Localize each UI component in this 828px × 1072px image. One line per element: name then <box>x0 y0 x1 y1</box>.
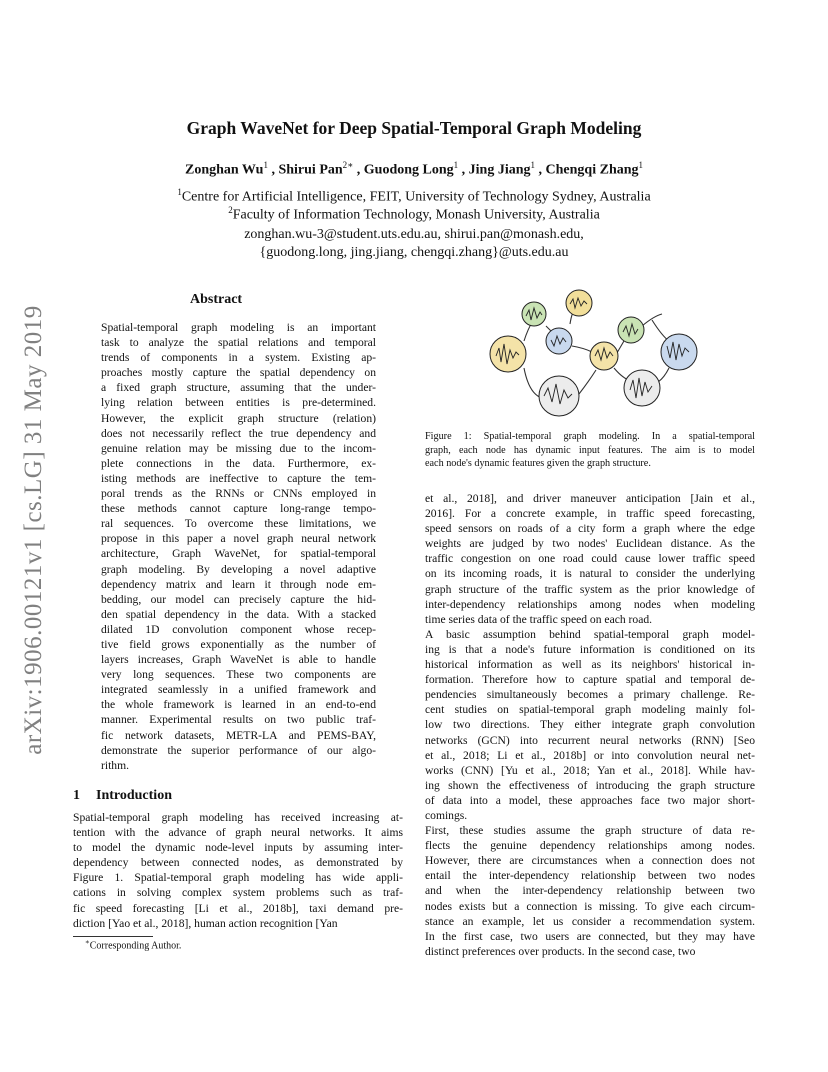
graph-node <box>566 290 592 316</box>
abstract-line: architecture, Graph WaveNet, for spatial-temporal <box>101 547 376 561</box>
body-text-line: pendencies simultaneously becomes a primary challenge. Re- <box>425 688 755 702</box>
paper-title: Graph WaveNet for Deep Spatial-Temporal Graph Modeling <box>186 118 642 138</box>
abstract-line: integrated seamlessly in a unified framework and <box>101 683 376 697</box>
introduction-line: diction [Yao et al., 2018], human action recognition [Yan <box>73 916 338 930</box>
body-text-line: time series data of the traffic speed on each road. <box>425 612 653 626</box>
right-column-body <box>425 491 755 959</box>
body-text-line: A basic assumption behind spatial-temporal graph model- <box>425 627 755 641</box>
body-text-line: cent studies on spatial-temporal graph modeling mainly fol- <box>425 703 755 717</box>
abstract-line: ral sequences. To overcome these limitations, we <box>101 517 376 531</box>
body-text-line: First, these studies assume the graph structure of data re- <box>425 824 755 838</box>
author-affiliation-marker: 1 <box>638 160 644 170</box>
caption-line: each node's dynamic features given the graph structure. <box>425 458 651 470</box>
abstract-line: genuine relation may be missing due to the incom- <box>101 441 376 455</box>
author-name: Jing Jiang <box>468 162 531 178</box>
email-line-2: {guodong.long, jing.jiang, chengqi.zhang}@uts.edu.au <box>259 245 569 260</box>
email-line-1: zonghan.wu-3@student.uts.edu.au, shirui.pan@monash.edu, <box>244 227 584 242</box>
graph-node <box>590 342 618 370</box>
body-text-line: of data into a model, these approaches face two major short- <box>425 793 755 807</box>
body-text-line: comings. <box>425 808 468 822</box>
abstract-line: plete connections in the data. Furthermore, ex- <box>101 456 376 470</box>
abstract-line: poral trends as the RNNs or CNNs employed in <box>101 487 376 501</box>
author-name: Zonghan Wu <box>184 162 264 178</box>
body-text-line: 2016]. For a concrete example, in traffic speed forecasting, <box>425 507 755 521</box>
body-text-line: and when the inter-dependency relationship between two <box>425 884 755 898</box>
abstract-line: proaches mostly capture the spatial dependency on <box>101 366 376 380</box>
body-text-line: ing is that a node's future information is conditioned on its <box>425 642 755 656</box>
body-text-line: ing shown the effectiveness of introducing the graph structure <box>425 778 755 792</box>
body-text-line: speed sensors on roads of a city form a graph where the edge <box>425 522 755 536</box>
body-text-line: traffic congestion on one road could cause lower traffic speed <box>425 552 755 566</box>
abstract-line: the whole framework is learned in an end-to-end <box>101 698 376 712</box>
introduction-line: dependency between connected nodes, as demonstrated by <box>73 856 403 870</box>
abstract-line: propose in this paper a novel graph neural network <box>101 532 376 546</box>
body-text-line: on its incoming roads, it is natural to consider the underlying <box>425 567 755 581</box>
affiliation-marker: 2 <box>228 205 233 215</box>
body-text-line: low two directions. They either integrate graph convolution <box>425 718 755 732</box>
author-affiliation-marker: 1 <box>530 160 536 170</box>
abstract-line: lying relation between entities is pre-determined. <box>101 396 376 410</box>
introduction-line: tention with the advance of graph neural networks. It aims <box>73 826 403 840</box>
graph-node <box>522 302 546 326</box>
footnote-text: Corresponding Author. <box>89 940 182 952</box>
abstract-line: these methods cannot capture long-range tempo- <box>101 502 376 516</box>
author-name: Chengqi Zhang <box>545 162 639 178</box>
body-text-line: graph structure of the traffic system as the prior knowledge of <box>425 582 755 596</box>
edge <box>658 368 669 382</box>
abstract-line: tive field grows exponentially as the number of <box>101 637 376 651</box>
abstract-line: rithm. <box>101 758 130 772</box>
footnote-rule <box>73 936 153 937</box>
arxiv-stamp <box>14 270 54 790</box>
footnote-marker: ∗ <box>85 938 90 946</box>
author-name: Shirui Pan <box>278 162 343 178</box>
body-text-line: historical information as well as its neighbors' historical in- <box>425 658 755 672</box>
abstract-line: does not necessarily reflect the true dependency and <box>101 426 376 440</box>
abstract-line: However, the explicit graph structure (relation) <box>101 411 376 425</box>
abstract-line: trends of components in a system. Existing ap- <box>101 351 376 365</box>
body-text-line: stance an example, let us consider a recommendation system. <box>425 914 755 928</box>
body-text-line: weights are judged by two nodes' Euclidean distance. As the <box>425 537 755 551</box>
abstract-body <box>101 320 376 773</box>
graph-node <box>661 334 697 370</box>
abstract-line: demonstrate the superior performance of our algo- <box>101 743 376 757</box>
edge <box>579 370 596 394</box>
graph-node <box>624 370 660 406</box>
affiliation-marker: 1 <box>177 187 182 197</box>
edge <box>572 346 592 352</box>
graph-node <box>539 376 579 416</box>
footnote <box>85 938 181 951</box>
body-text-line: networks (GCN) into recurrent neural networks (RNN) [Seo <box>425 733 755 747</box>
abstract-line: graph modeling. By developing a novel adaptive <box>101 562 376 576</box>
introduction-line: fic speed forecasting [Li et al., 2018b], taxi demand pre- <box>73 901 403 915</box>
abstract-line: manner. Experimental results on two public traf- <box>101 713 376 727</box>
section-heading-introduction <box>73 788 172 804</box>
body-text-line: nodes exists but a connection is missing. To give each circum- <box>425 899 755 913</box>
abstract-line: den spatial dependency in the data. With a stacked <box>101 607 376 621</box>
author-affiliation-marker: 2∗ <box>342 160 354 170</box>
body-text-line: inter-dependency relationships among nodes when modeling <box>425 597 755 611</box>
arxiv-identifier: arXiv:1906.00121v1 [cs.LG] 31 May 2019 <box>20 305 47 755</box>
body-text-line: distinct preferences over products. In the second case, two <box>425 944 696 958</box>
abstract-line: layers increases, Graph WaveNet is able to handle <box>101 653 376 667</box>
abstract-line: task to analyze the spatial relations and temporal <box>101 336 376 350</box>
abstract-line: bedding, our model can precisely capture the hid- <box>101 592 376 606</box>
introduction-body <box>73 810 403 931</box>
author-name: Guodong Long <box>363 162 454 178</box>
section-title: Introduction <box>96 788 172 803</box>
figure-1-graph-illustration <box>484 286 734 426</box>
body-text-line: flects the genuine dependency relationships among nodes. <box>425 839 755 853</box>
author-emails <box>0 226 828 262</box>
caption-line: Figure 1: Spatial-temporal graph modeling. In a spatial-temporal <box>425 431 755 442</box>
body-text-line: formation. Therefore how to capture spatial and temporal de- <box>425 673 755 687</box>
body-text-line: In the first case, two users are connected, but they may have <box>425 929 755 943</box>
introduction-line: cations in solving complex system problems such as traf- <box>73 886 403 900</box>
figure-1-caption <box>425 430 755 471</box>
caption-line: graph, each node has dynamic input features. The aim is to model <box>425 444 755 456</box>
body-text-line: However, there are circumstances when a connection does not <box>425 854 755 868</box>
abstract-line: Spatial-temporal graph modeling is an important <box>101 321 376 334</box>
graph-nodes <box>490 290 697 416</box>
body-text-line: et al., 2018], and driver maneuver anticipation [Jain et al., <box>425 492 755 505</box>
graph-node <box>618 317 644 343</box>
abstract-line: a fixed graph structure, assuming that the under- <box>101 381 376 395</box>
author-list: Zonghan Wu$^1$ , Shirui Pan$^{2∗}$ , Guodong Long$^1$ , Jing Jiang$^1$ , Chengqi Zhang$^1$ <box>184 160 644 178</box>
affiliation-2 <box>0 201 828 225</box>
affiliation-text: Faculty of Information Technology, Monash University, Australia <box>232 207 600 223</box>
body-text-line: et al., 2018; Li et al., 2018b] or into convolution neural net- <box>425 748 755 762</box>
graph-node <box>490 336 526 372</box>
abstract-line: very long sequences. These two components are <box>101 668 376 682</box>
abstract-line: isting methods are ineffective to capture the tem- <box>101 471 376 485</box>
author-affiliation-marker: 1 <box>453 160 459 170</box>
abstract-line: dependency matrix and learn it through node em- <box>101 577 376 591</box>
abstract-heading: Abstract <box>190 292 243 307</box>
introduction-line: to model the dynamic node-level inputs by assuming inter- <box>73 841 403 855</box>
body-text-line: works (CNN) [Yu et al., 2018; Yan et al., 2018]. While hav- <box>425 763 755 777</box>
section-number: 1 <box>73 788 80 803</box>
introduction-line: Figure 1. Spatial-temporal graph modeling has wide appli- <box>73 871 403 885</box>
body-text-line: entail the inter-dependency relationship between two nodes <box>425 869 755 883</box>
affiliation-text: Centre for Artificial Intelligence, FEIT, University of Technology Sydney, Australia <box>181 189 651 205</box>
abstract-line: dilated 1D convolution component whose recep- <box>101 622 376 636</box>
author-affiliation-marker: 1 <box>263 160 268 170</box>
abstract-line: fic network datasets, METR-LA and PEMS-BAY, <box>101 728 376 742</box>
introduction-line: Spatial-temporal graph modeling has received increasing at- <box>73 811 403 824</box>
